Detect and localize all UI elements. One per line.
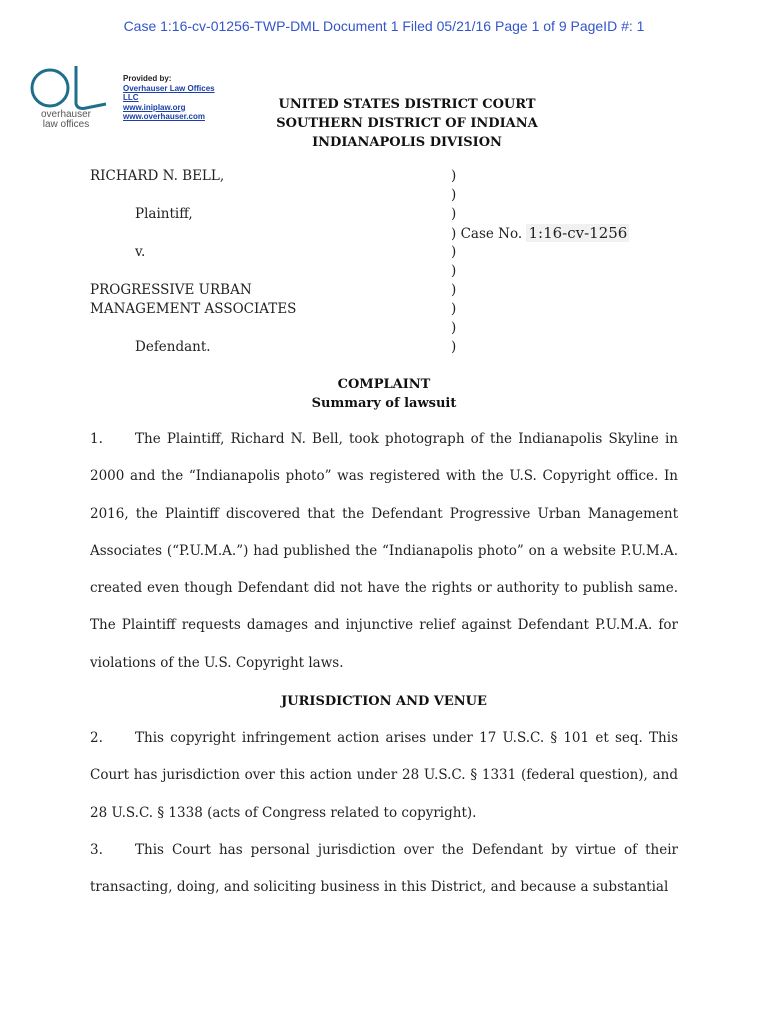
paragraph-number: 1. bbox=[90, 431, 103, 447]
court-heading bbox=[222, 95, 592, 152]
paragraph-2 bbox=[90, 720, 678, 832]
caption-paren: ) bbox=[451, 320, 457, 336]
court-division: INDIANAPOLIS DIVISION bbox=[312, 135, 502, 150]
iniplaw-link[interactable]: www.iniplaw.org bbox=[123, 102, 186, 112]
document-subtitle: Summary of lawsuit bbox=[311, 396, 457, 411]
caption-paren: ) bbox=[451, 339, 457, 355]
paragraph-1 bbox=[90, 421, 678, 682]
paragraph-number: 3. bbox=[90, 842, 103, 858]
defendant-name-line1: PROGRESSIVE URBAN bbox=[90, 282, 252, 298]
ecf-filing-header: Case 1:16-cv-01256-TWP-DML Document 1 Filed 05/21/16 Page 1 of 9 PageID #: 1 bbox=[123, 18, 645, 34]
defendant-name-line2: MANAGEMENT ASSOCIATES bbox=[90, 301, 297, 317]
caption-paren: ) bbox=[451, 187, 457, 203]
case-number-value: 1:16-cv-1256 bbox=[528, 224, 628, 242]
caption-paren: ) bbox=[451, 226, 457, 242]
overhauser-link[interactable]: www.overhauser.com bbox=[123, 112, 205, 121]
plaintiff-role: Plaintiff, bbox=[135, 206, 193, 222]
provided-by-block bbox=[123, 74, 215, 122]
court-name: UNITED STATES DISTRICT COURT bbox=[278, 97, 536, 112]
paragraph-text: This copyright infringement action arises under 17 U.S.C. § 101 et seq. This Court has jurisdiction over this action under 28 U.S.C. § 1331 (federal question), and 28 U.S.C. § 1338 (acts of Congress related to copyright). bbox=[90, 730, 678, 821]
caption-paren: ) bbox=[451, 206, 457, 222]
case-number-label: Case No. bbox=[460, 226, 523, 242]
defendant-role: Defendant. bbox=[135, 339, 211, 355]
caption-paren: ) bbox=[451, 168, 457, 184]
paragraph-number: 2. bbox=[90, 730, 103, 746]
versus-label: v. bbox=[135, 244, 146, 260]
firm-link-line2[interactable]: LLC bbox=[123, 93, 139, 102]
logo-wordmark-line2: law offices bbox=[42, 119, 90, 130]
court-district: SOUTHERN DISTRICT OF INDIANA bbox=[276, 116, 538, 131]
logo-wordmark bbox=[22, 110, 110, 130]
case-number-row bbox=[451, 224, 629, 243]
paragraph-text: This Court has personal jurisdiction over the Defendant by virtue of their transacting, doing, and soliciting business in this District, and because a substantial bbox=[90, 842, 678, 896]
provided-by-label: Provided by: bbox=[123, 74, 172, 83]
caption-paren-column bbox=[451, 167, 629, 357]
section-heading-jurisdiction: JURISDICTION AND VENUE bbox=[281, 694, 487, 709]
logo-wordmark-line1: overhauser bbox=[40, 109, 92, 120]
caption-paren: ) bbox=[451, 244, 457, 260]
paragraph-text: The Plaintiff, Richard N. Bell, took photograph of the Indianapolis Skyline in 2000 and the “Indianapolis photo” was registered with the U.S. Copyright office. In 2016, the Plaintiff discovered that the Defendant Progressive Urban Management Associates (“P.U.M.A.”) had published the “Indianapolis photo” on a website P.U.M.A. created even though Defendant did not have the rights or authority to publish same. The Plaintiff requests damages and injunctive relief against Defendant P.U.M.A. for violations of the U.S. Copyright laws. bbox=[90, 431, 678, 671]
caption-paren: ) bbox=[451, 301, 457, 317]
firm-link-line1[interactable]: Overhauser Law Offices bbox=[123, 83, 215, 93]
caption-paren: ) bbox=[451, 263, 457, 279]
document-title: COMPLAINT bbox=[337, 377, 431, 392]
caption-paren: ) bbox=[451, 282, 457, 298]
plaintiff-name: RICHARD N. BELL, bbox=[90, 168, 225, 184]
paragraph-3 bbox=[90, 832, 678, 907]
